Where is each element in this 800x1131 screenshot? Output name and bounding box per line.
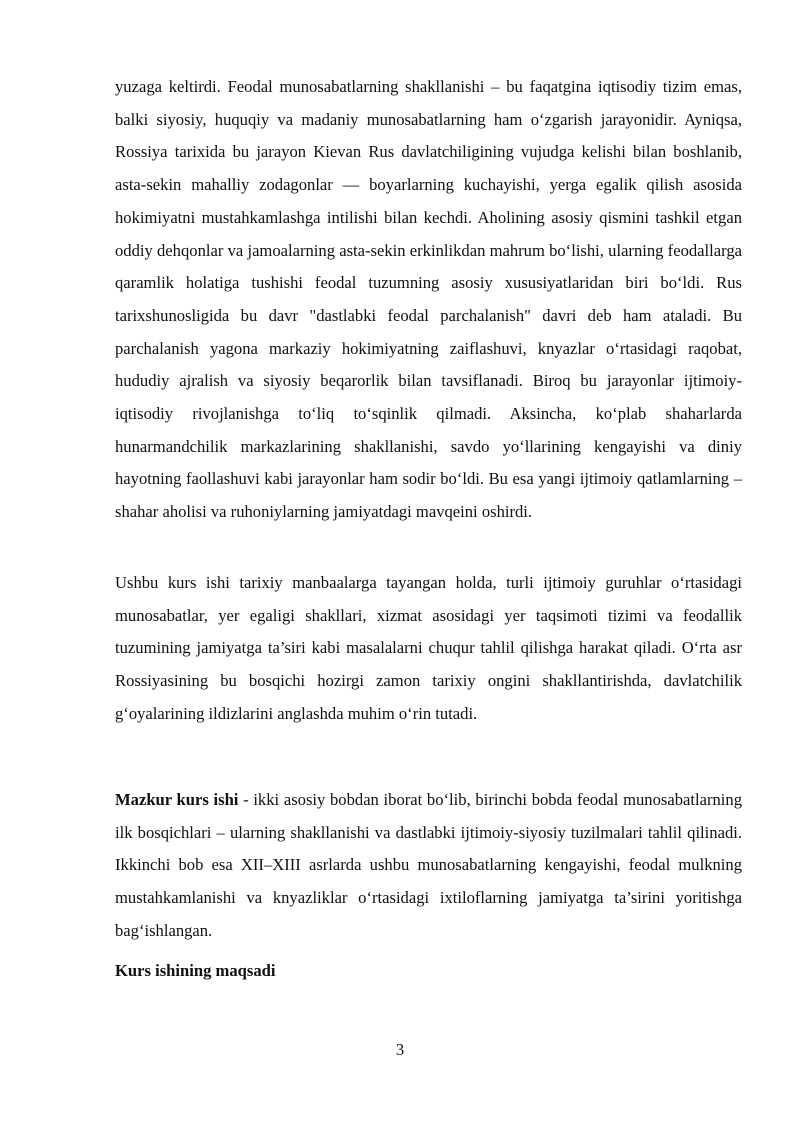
body-paragraph-intro: yuzaga keltirdi. Feodal munosabatlarning shakllanishi – bu faqatgina iqtisodiy tizim emas, balki siyosiy, huquqiy va madaniy munosabatlarning ham oʻzgarish jarayonidir. Ayniqsa, Rossiya tarixida bu jarayon Kievan Rus davlatchiligining vujudga kelishi bilan boshlanib, asta-sekin mahalliy zodagonlar — boyarlarning kuchayishi, yerga egalik qilish asosida hokimiyatni mustahkamlashga intilishi bilan kechdi. Aholining asosiy qismini tashkil etgan oddiy dehqonlar va jamoalarning asta-sekin erkinlikdan mahrum boʻlishi, ularning feodallarga qaramlik holatiga tushishi feodal tuzumning asosiy xususiyatlaridan biri boʻldi. Rus tarixshunosligida bu davr "dastlabki feodal parchalanish" davri deb ham ataladi. Bu parchalanish yagona markaziy hokimiyatning zaiflashuvi, knyazlar oʻrtasidagi raqobat, hududiy ajralish va siyosiy beqarorlik bilan tavsiflanadi. Biroq bu jarayonlar ijtimoiy-iqtisodiy rivojlanishga toʻliq toʻsqinlik qilmadi. Aksincha, koʻplab shaharlarda hunarmandchilik markazlarining shakllanishi, savdo yoʻllarining kengayishi va diniy hayotning faollashuvi kabi jarayonlar ham sodir boʻldi. Bu esa yangi ijtimoiy qatlamlarning – shahar aholisi va ruhoniylarning jamiyatdagi mavqeini oshirdi. [115, 77, 742, 522]
section-heading-goal: Kurs ishining maqsadi [115, 961, 276, 980]
body-paragraph-sources: Ushbu kurs ishi tarixiy manbaalarga tayangan holda, turli ijtimoiy guruhlar oʻrtasidagi munosabatlar, yer egaligi shakllari, xizmat asosidagi yer taqsimoti tizimi va feodallik tuzumining jamiyatga ta’siri kabi masalalarni chuqur tahlil qilishga harakat qiladi. Oʻrta asr Rossiyasining bu bosqichi hozirgi zamon tarixiy ongini shakllantirishda, davlatchilik gʻoyalarining ildizlarini anglashda muhim oʻrin tutadi. [115, 573, 742, 723]
structure-text: - ikki asosiy bobdan iborat boʻlib, birinchi bobda feodal munosabatlarning ilk bosqichlari – ularning shakllanishi va dastlabki ijtimoiy-siyosiy tuzilmalari tahlil qilinadi. Ikkinchi bob esa XII–XIII asrlarda ushbu munosabatlarning kengayishi, feodal mulkning mustahkamlanishi va knyazliklar oʻrtasidagi ixtiloflarning jamiyatga ta’sirini yoritishga bagʻishlangan. [115, 790, 742, 940]
body-paragraph-structure [115, 784, 742, 948]
page-number: 3 [395, 1040, 405, 1059]
structure-lead-bold: Mazkur kurs ishi [115, 790, 239, 809]
